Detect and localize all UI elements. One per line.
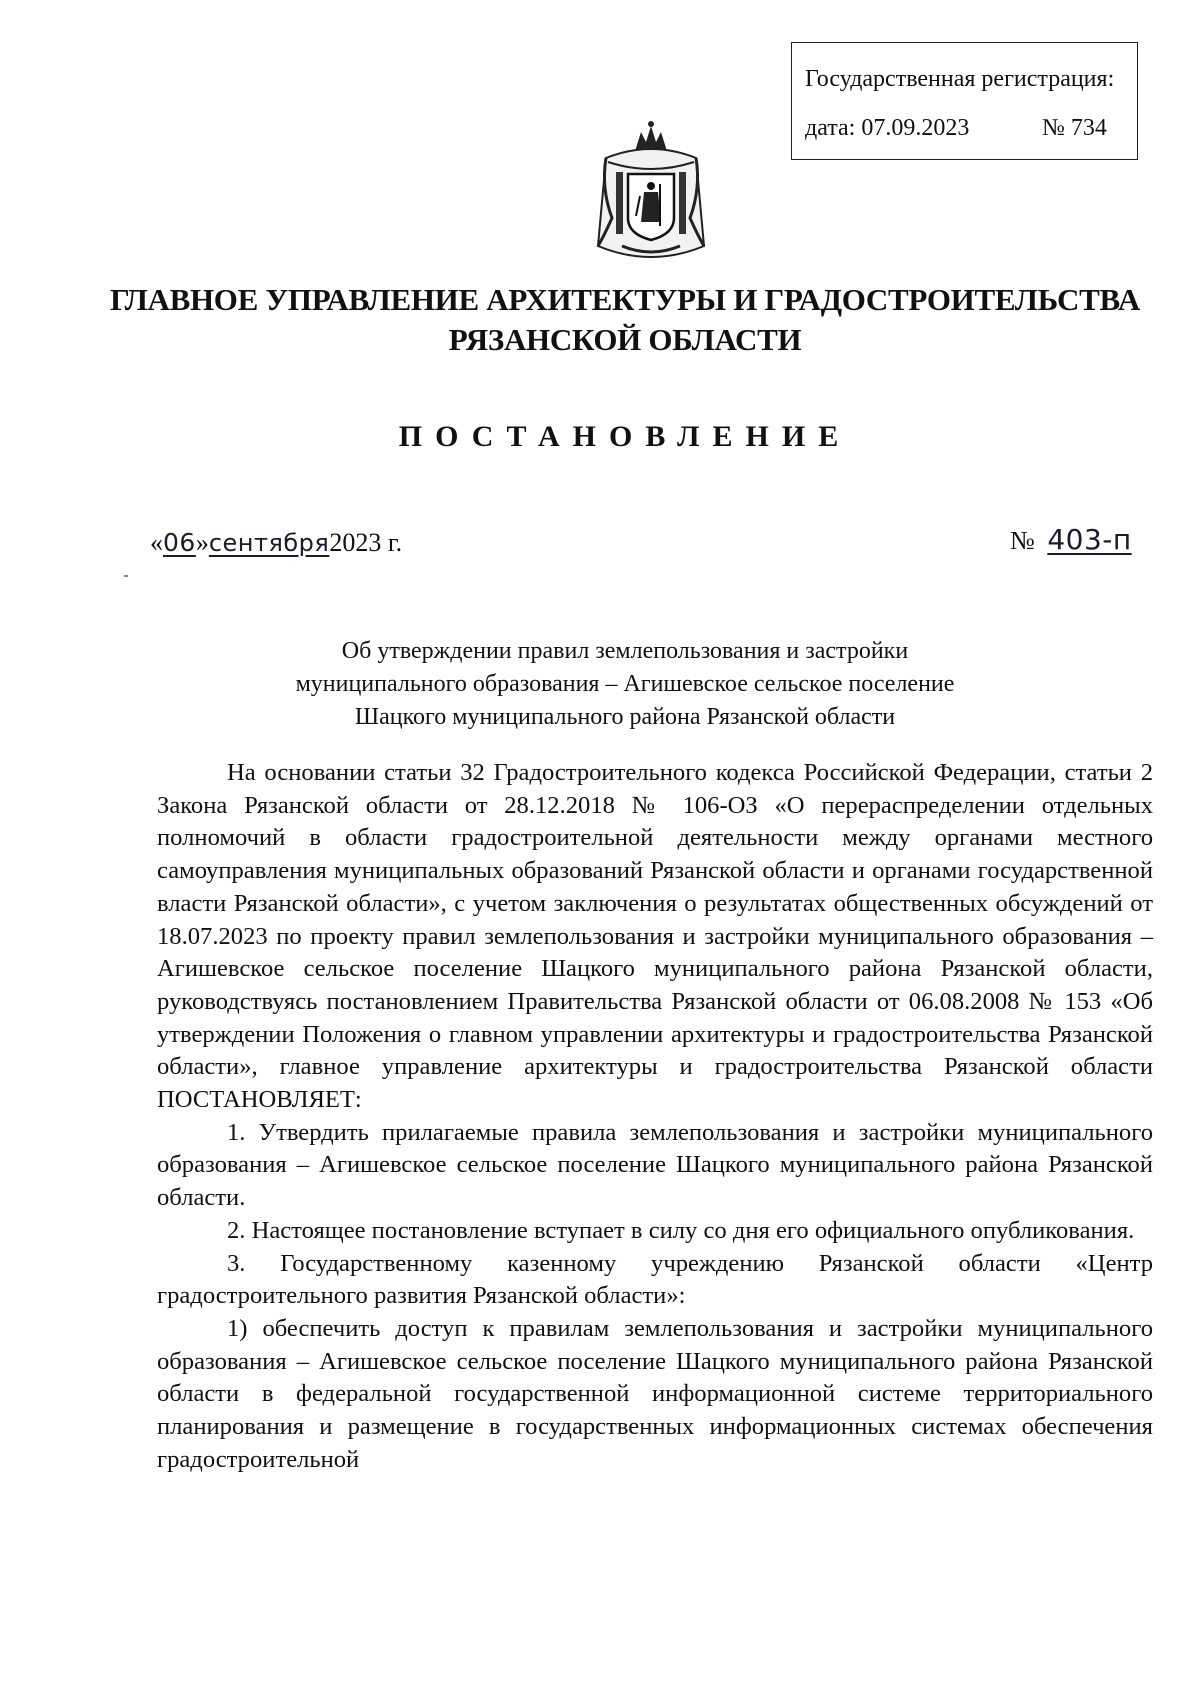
document-number	[1010, 523, 1132, 556]
subject-line-1: Об утверждении правил землепользования и застройки	[341, 638, 909, 664]
organization-title	[100, 280, 1150, 360]
date-month-handwritten: сентября	[208, 529, 330, 557]
registration-number: № 734	[1042, 115, 1107, 141]
registration-date	[805, 116, 969, 140]
date-year: 2023 г.	[329, 528, 403, 557]
item-1-paragraph: 1. Утвердить прилагаемые правила землепользования и застройки муниципального образования – Агишевское сельское поселение Шацкого муниципального района Рязанской области.	[157, 1118, 1153, 1212]
date-day-handwritten: 06	[163, 528, 196, 557]
registration-title: Государственная регистрация:	[805, 66, 1115, 92]
registration-date-label: дата:	[805, 115, 856, 141]
document-type: ПОСТАНОВЛЕНИЕ	[398, 420, 852, 453]
organization-title-line-2: РЯЗАНСКОЙ ОБЛАСТИ	[448, 322, 802, 357]
registration-date-value: 07.09.2023	[861, 115, 970, 141]
document-date	[150, 530, 402, 556]
number-prefix: №	[1010, 526, 1035, 555]
margin-mark	[124, 575, 128, 577]
registration-stamp	[791, 42, 1138, 160]
document-body	[157, 757, 1153, 1476]
item-2-paragraph: 2. Настоящее постановление вступает в силу со дня его официального опубликования.	[227, 1216, 1135, 1244]
organization-title-line-1: ГЛАВНОЕ УПРАВЛЕНИЕ АРХИТЕКТУРЫ И ГРАДОСТРОИТЕЛЬСТВА	[109, 282, 1140, 317]
item-3-paragraph: 3. Государственному казенному учреждению Рязанской области «Центр градостроительного развития Рязанской области»:	[157, 1249, 1153, 1310]
date-close-quote: »	[195, 528, 209, 557]
preamble-paragraph: На основании статьи 32 Градостроительного кодекса Российской Федерации, статьи 2 Закона Рязанской области от 28.12.2018 № 106-ОЗ «О перераспределении отдельных полномочий в области градостроительной деятельности между органами местного самоуправления муниципальных образований Рязанской области и органами государственной власти Рязанской области», с учетом заключения о результатах общественных обсуждений от 18.07.2023 по проекту правил землепользования и застройки муниципального образования – Агишевское сельское поселение Шацкого муниципального района Рязанской области, руководствуясь постановлением Правительства Рязанской области от 06.08.2008 № 153 «Об утверждении Положения о главном управлении архитектуры и градостроительства Рязанской области», главное управление архитектуры и градостроительства Рязанской области ПОСТАНОВЛЯЕТ:	[157, 759, 1153, 1114]
date-open-quote: «	[150, 528, 163, 557]
coat-of-arms-icon	[586, 118, 716, 268]
document-subject	[100, 635, 1150, 734]
number-value-handwritten: 403-п	[1047, 523, 1132, 556]
subject-line-2: муниципального образования – Агишевское сельское поселение	[295, 671, 955, 697]
subject-line-3: Шацкого муниципального района Рязанской области	[354, 704, 896, 730]
item-3-1-paragraph: 1) обеспечить доступ к правилам землепользования и застройки муниципального образования – Агишевское сельское поселение Шацкого муниципального района Рязанской области в федеральной государственной информационной системе территориального планирования и размещение в государственных информационных системах обеспечения градостроительной	[157, 1314, 1153, 1473]
